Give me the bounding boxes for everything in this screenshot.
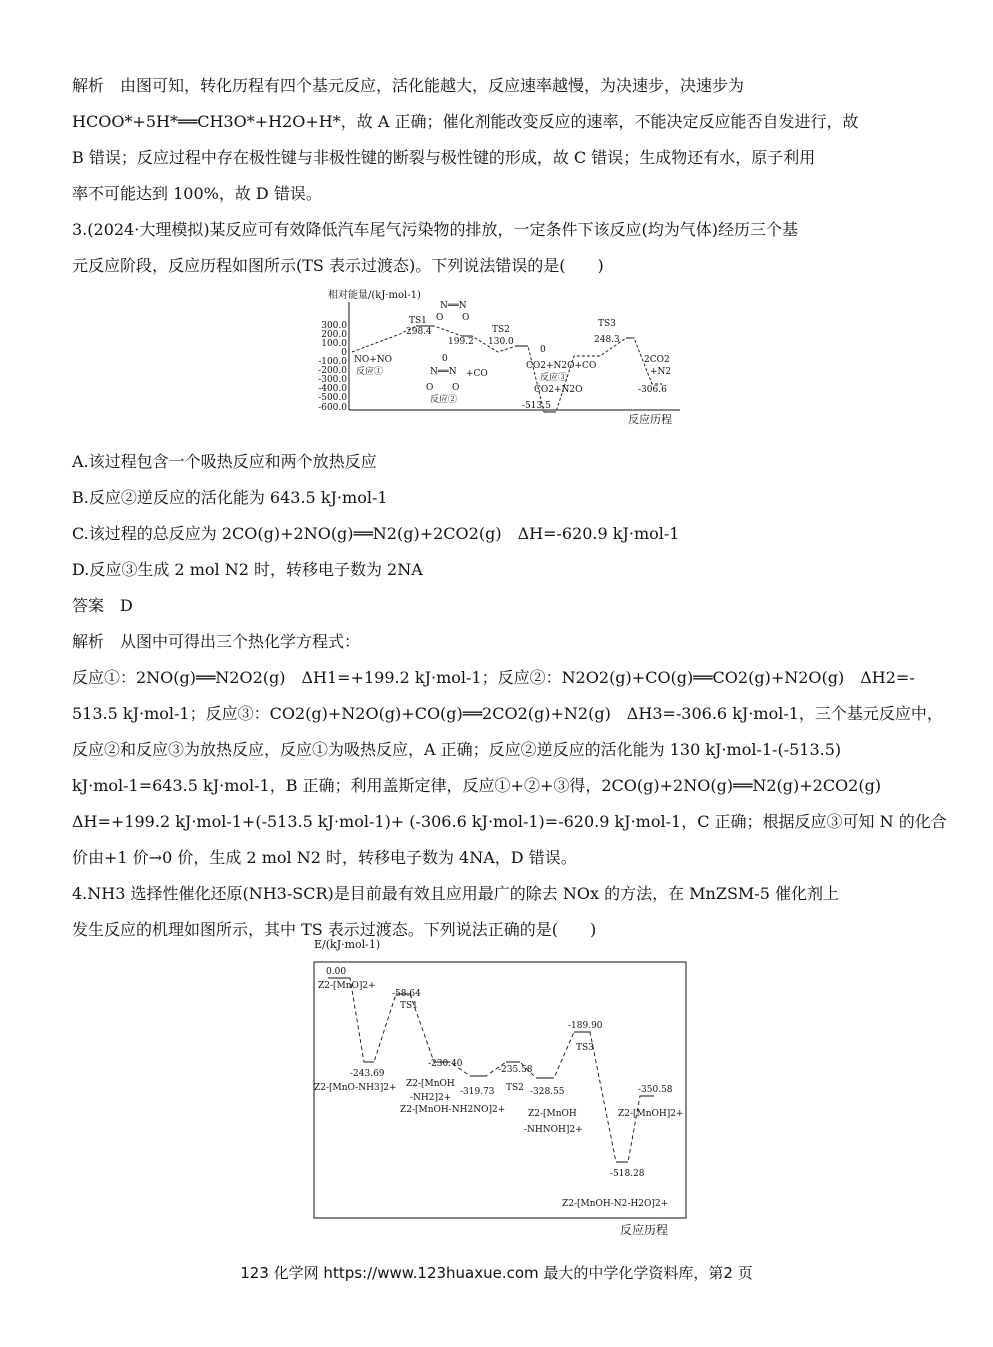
text-line: 率不可能达到 100%，故 D 错误。	[72, 184, 322, 203]
fig1-label: 199.2	[448, 337, 474, 347]
fig1-label: 0	[540, 345, 546, 355]
document-body	[72, 68, 947, 948]
fig1-label: 反应③	[540, 373, 568, 383]
fig2-value: 0.00	[326, 967, 347, 977]
fig2-label: TS3	[576, 1043, 594, 1053]
fig1-label: CO2+N2O+CO	[526, 361, 597, 371]
fig2-value: -319.73	[460, 1087, 495, 1097]
analysis-line: 反应②和反应③为放热反应，反应①为吸热反应，A 正确；反应②逆反应的活化能为 130 kJ·mol-1-(-513.5)	[72, 740, 842, 759]
fig1-label: TS2	[492, 325, 510, 335]
fig2-label: Z2-[MnOH]2+	[618, 1109, 684, 1119]
fig2-label: TS2	[506, 1083, 524, 1093]
fig1-label: 0	[442, 354, 448, 364]
text-line: HCOO*+5H*══CH3O*+H2O+H*，故 A 正确；催化剂能改变反应的速率，不能决定反应能否自发进行，故	[72, 112, 859, 131]
fig1-label: O	[462, 313, 470, 323]
fig1-label: CO2+N2O	[534, 385, 583, 395]
y-tick: -600.0	[318, 403, 347, 413]
fig2-xlabel: 反应历程	[620, 1223, 669, 1237]
analysis-line: ΔH=+199.2 kJ·mol-1+(-513.5 kJ·mol-1)+ (-306.6 kJ·mol-1)=-620.9 kJ·mol-1，C 正确；根据反应③可知 N 的化合	[72, 812, 947, 831]
fig2-label: Z2-[MnO]2+	[318, 981, 376, 991]
fig1-label: N══N	[440, 301, 467, 311]
fig2-label: TS1	[400, 1001, 418, 1011]
analysis-line: 513.5 kJ·mol-1；反应③：CO2(g)+N2O(g)+CO(g)══2CO2(g)+N2(g) ΔH3=-306.6 kJ·mol-1，三个基元反应中，	[72, 704, 943, 723]
fig2-value: -350.58	[638, 1085, 673, 1095]
fig1-label: 反应①	[356, 367, 384, 377]
fig1-label: O	[452, 383, 460, 393]
text-line: B 错误；反应过程中存在极性键与非极性键的断裂与极性键的形成，故 C 错误；生成物还有水，原子利用	[72, 148, 816, 167]
answer: 答案 D	[72, 596, 133, 615]
option-c: C.该过程的总反应为 2CO(g)+2NO(g)══N2(g)+2CO2(g) ΔH=-620.9 kJ·mol-1	[72, 524, 680, 543]
question-4-stem: 4.NH3 选择性催化还原(NH3-SCR)是目前最有效且应用最广的除去 NOx 的方法，在 MnZSM-5 催化剂上	[72, 884, 839, 903]
fig1-label: -306.6	[638, 385, 667, 395]
question-3-stem: 元反应阶段，反应历程如图所示(TS 表示过渡态)。下列说法错误的是( )	[72, 256, 604, 275]
y-tick: -500.0	[318, 393, 347, 403]
option-a: A.该过程包含一个吸热反应和两个放热反应	[72, 452, 377, 471]
y-tick: 0	[341, 348, 347, 358]
y-tick: -100.0	[318, 357, 347, 367]
fig2-label: Z2-[MnOH	[406, 1079, 455, 1089]
fig1-label: O	[436, 313, 444, 323]
fig2-label: -NHNOH]2+	[524, 1125, 583, 1135]
page-footer: 123 化学网 https://www.123huaxue.com 最大的中学化学资料库，第2 页	[240, 1264, 753, 1282]
fig2-value: -58.64	[392, 989, 421, 999]
fig1-xlabel: 反应历程	[628, 413, 672, 426]
fig1-label: +N2	[650, 367, 672, 377]
fig1-label: +CO	[466, 369, 488, 379]
y-tick: 100.0	[321, 339, 347, 349]
fig1-label: 反应②	[430, 395, 458, 405]
analysis-line: 反应①：2NO(g)══N2O2(g) ΔH1=+199.2 kJ·mol-1；反应②：N2O2(g)+CO(g)══CO2(g)+N2O(g) ΔH2=-	[72, 668, 915, 687]
fig1-label: 298.4	[406, 327, 432, 337]
fig1-label: TS3	[598, 319, 616, 329]
fig2-label: -NH2]2+	[410, 1093, 452, 1103]
question-3-stem: 3.(2024·大理模拟)某反应可有效降低汽车尾气污染物的排放，一定条件下该反应(均为气体)经历三个基	[72, 220, 799, 239]
option-d: D.反应③生成 2 mol N2 时，转移电子数为 2NA	[72, 560, 423, 579]
fig2-label: Z2-[MnOH-N2-H2O]2+	[562, 1199, 669, 1209]
energy-diagram-2	[310, 936, 688, 1242]
y-tick: -300.0	[318, 375, 347, 385]
analysis-line: kJ·mol-1=643.5 kJ·mol-1，B 正确；利用盖斯定律，反应①+②+③得，2CO(g)+2NO(g)══N2(g)+2CO2(g)	[72, 776, 882, 795]
y-tick: 300.0	[321, 321, 347, 331]
fig2-value: -328.55	[530, 1087, 565, 1097]
fig2-label: Z2-[MnOH	[528, 1109, 577, 1119]
fig1-label: 2CO2	[644, 355, 670, 365]
fig2-value: -243.69	[350, 1069, 385, 1079]
fig1-label: N══N	[430, 367, 457, 377]
fig1-label: TS1	[409, 316, 427, 326]
fig2-label: Z2-[MnOH-NH2NO]2+	[400, 1105, 506, 1115]
option-b: B.反应②逆反应的活化能为 643.5 kJ·mol-1	[72, 488, 388, 507]
energy-diagram-1	[312, 286, 682, 428]
fig1-label: NO+NO	[354, 355, 393, 365]
y-tick: -400.0	[318, 384, 347, 394]
fig2-label: Z2-[MnO-NH3]2+	[314, 1083, 397, 1093]
y-tick: -200.0	[318, 366, 347, 376]
fig1-ylabel: 相对能量/(kJ·mol-1)	[328, 290, 421, 301]
analysis-title: 解析 从图中可得出三个热化学方程式：	[72, 632, 361, 651]
analysis-line: 价由+1 价→0 价，生成 2 mol N2 时，转移电子数为 4NA，D 错误。	[72, 848, 577, 867]
fig2-value: -235.58	[498, 1065, 533, 1075]
fig1-label: O	[426, 383, 434, 393]
y-tick: 200.0	[321, 330, 347, 340]
fig2-ylabel: E/(kJ·mol-1)	[314, 938, 381, 951]
fig2-value: -189.90	[568, 1021, 603, 1031]
fig1-label: 248.3	[594, 335, 620, 345]
fig1-label: -513.5	[522, 401, 551, 411]
text-line: 解析 由图可知，转化历程有四个基元反应，活化能越大，反应速率越慢，为决速步，决速步为	[72, 76, 745, 95]
fig2-value: -518.28	[610, 1169, 645, 1179]
fig1-label: 130.0	[488, 337, 514, 347]
question-4-stem: 发生反应的机理如图所示，其中 TS 表示过渡态。下列说法正确的是( )	[72, 920, 597, 939]
fig2-value: -230.40	[428, 1059, 463, 1069]
